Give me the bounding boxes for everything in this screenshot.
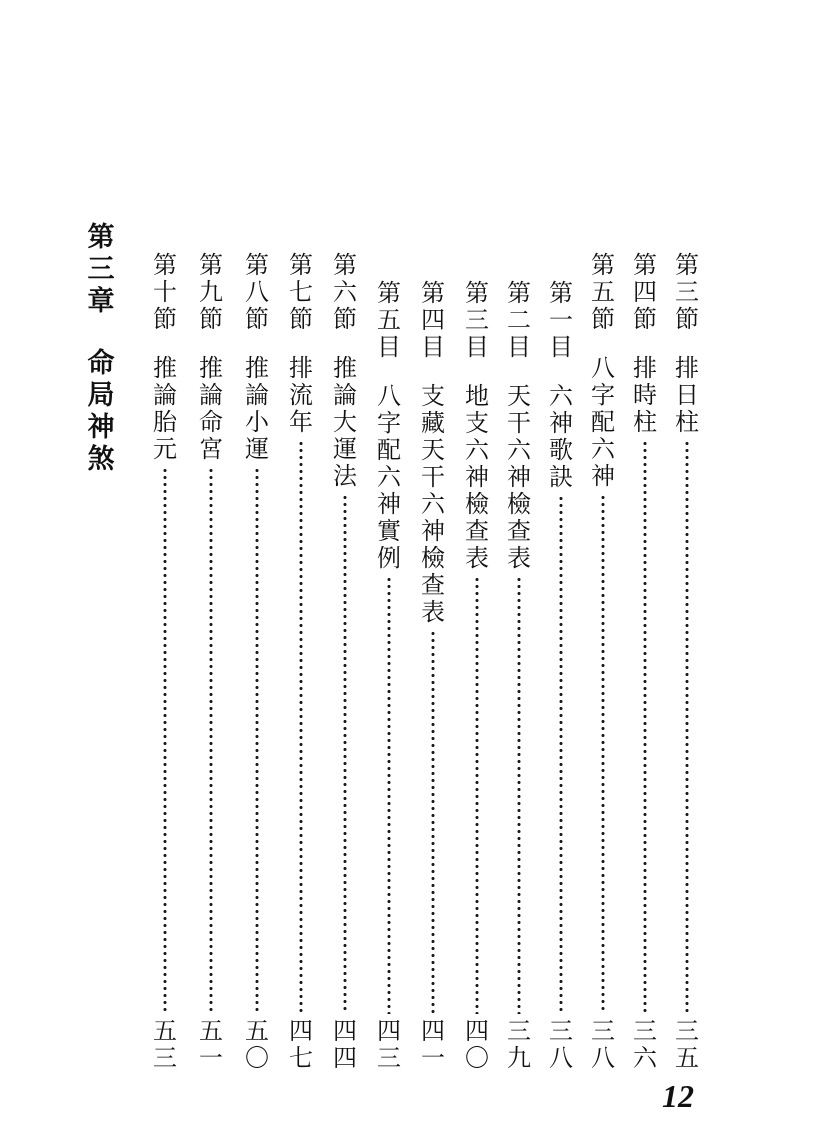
glyph: 命 — [87, 348, 115, 379]
glyph: 實 — [377, 517, 401, 545]
glyph: 目 — [421, 333, 445, 361]
glyph: 二 — [507, 306, 531, 334]
glyph: 歌 — [549, 436, 573, 464]
glyph: 目 — [377, 333, 401, 361]
glyph: 三 — [507, 1017, 531, 1045]
glyph: 流 — [289, 381, 313, 409]
glyph: 五 — [153, 1017, 177, 1045]
entry-title — [245, 355, 269, 463]
toc-entry — [414, 280, 452, 1072]
glyph: 表 — [465, 544, 489, 572]
glyph: 五 — [591, 278, 615, 306]
glyph: 五 — [377, 306, 401, 334]
glyph: 四 — [633, 278, 657, 306]
glyph: 配 — [377, 436, 401, 464]
glyph: 一 — [549, 306, 573, 334]
glyph: 五 — [199, 1017, 223, 1045]
glyph: 十 — [153, 278, 177, 306]
glyph: 神 — [507, 463, 531, 491]
glyph: 節 — [333, 305, 357, 333]
toc-entry — [500, 280, 538, 1072]
glyph: 支 — [465, 409, 489, 437]
entry-label — [633, 252, 657, 333]
entry-label — [549, 280, 573, 361]
glyph: 第 — [675, 251, 699, 279]
glyph: 局 — [87, 380, 115, 411]
glyph: 三 — [153, 1044, 177, 1072]
glyph: 四 — [333, 1017, 357, 1045]
toc-entry — [326, 252, 364, 1072]
glyph: 五 — [675, 1044, 699, 1072]
entry-title — [675, 355, 699, 436]
glyph: 柱 — [675, 408, 699, 436]
glyph: 日 — [675, 381, 699, 409]
toc-entry — [584, 252, 622, 1072]
glyph: 查 — [507, 517, 531, 545]
toc-entry — [238, 252, 276, 1072]
glyph: 六 — [421, 490, 445, 518]
entry-label — [465, 280, 489, 361]
glyph: 第 — [87, 222, 115, 253]
glyph: 章 — [87, 286, 115, 317]
glyph: 法 — [333, 462, 357, 490]
glyph: 六 — [333, 278, 357, 306]
dot-leader — [209, 467, 213, 1014]
glyph: 論 — [153, 381, 177, 409]
dot-leader — [643, 440, 647, 1014]
entry-title — [199, 355, 223, 463]
entry-label — [333, 252, 357, 333]
glyph: 第 — [465, 279, 489, 307]
glyph: 第 — [591, 251, 615, 279]
glyph: 八 — [377, 382, 401, 410]
glyph: 推 — [245, 354, 269, 382]
entry-label — [377, 280, 401, 361]
page-number: 12 — [662, 1078, 694, 1114]
glyph: 排 — [633, 354, 657, 382]
glyph: 節 — [591, 305, 615, 333]
glyph: 第 — [199, 251, 223, 279]
entry-label — [591, 252, 615, 333]
toc-entry — [542, 280, 580, 1072]
glyph: 目 — [465, 333, 489, 361]
dot-leader — [685, 440, 689, 1014]
glyph: 三 — [591, 1017, 615, 1045]
entry-page — [333, 1018, 357, 1072]
glyph: 檢 — [465, 490, 489, 518]
glyph: 第 — [289, 251, 313, 279]
dot-leader — [559, 495, 563, 1014]
glyph: 三 — [549, 1017, 573, 1045]
chapter-label — [88, 222, 115, 318]
glyph: 六 — [377, 463, 401, 491]
glyph: 第 — [549, 279, 573, 307]
glyph: 推 — [333, 354, 357, 382]
glyph: 小 — [245, 408, 269, 436]
glyph: 年 — [289, 408, 313, 436]
glyph: 煞 — [87, 444, 115, 475]
glyph: 四 — [421, 306, 445, 334]
entry-page — [633, 1018, 657, 1072]
dot-leader — [163, 467, 167, 1014]
dot-leader — [475, 576, 479, 1014]
glyph: 第 — [333, 251, 357, 279]
toc-entry — [282, 252, 320, 1072]
glyph: 〇 — [465, 1044, 489, 1072]
entry-label — [245, 252, 269, 333]
entry-page — [591, 1018, 615, 1072]
glyph: 胎 — [153, 408, 177, 436]
glyph: 宮 — [199, 435, 223, 463]
glyph: 五 — [245, 1017, 269, 1045]
glyph: 七 — [289, 278, 313, 306]
glyph: 八 — [591, 354, 615, 382]
glyph: 一 — [199, 1044, 223, 1072]
glyph: 神 — [87, 412, 115, 443]
glyph: 八 — [591, 1044, 615, 1072]
entry-title — [633, 355, 657, 436]
dot-leader — [299, 440, 303, 1014]
glyph: 節 — [289, 305, 313, 333]
glyph: 四 — [465, 1017, 489, 1045]
glyph: 字 — [377, 409, 401, 437]
glyph: 三 — [633, 1017, 657, 1045]
glyph: 第 — [421, 279, 445, 307]
entry-label — [675, 252, 699, 333]
glyph: 節 — [245, 305, 269, 333]
glyph: 論 — [245, 381, 269, 409]
glyph: 三 — [377, 1044, 401, 1072]
entry-title — [549, 383, 573, 491]
glyph: 查 — [465, 517, 489, 545]
dot-leader — [431, 630, 435, 1014]
glyph: 排 — [289, 354, 313, 382]
glyph: 九 — [199, 278, 223, 306]
entry-label — [507, 280, 531, 361]
glyph: 神 — [591, 462, 615, 490]
glyph: 神 — [377, 490, 401, 518]
glyph: 第 — [245, 251, 269, 279]
glyph: 運 — [245, 435, 269, 463]
glyph: 六 — [591, 435, 615, 463]
glyph: 目 — [549, 333, 573, 361]
glyph: 七 — [289, 1044, 313, 1072]
glyph: 元 — [153, 435, 177, 463]
glyph: 訣 — [549, 463, 573, 491]
glyph: 第 — [153, 251, 177, 279]
glyph: 四 — [421, 1017, 445, 1045]
dot-leader — [255, 467, 259, 1014]
glyph: 柱 — [633, 408, 657, 436]
glyph: 查 — [421, 571, 445, 599]
entry-page — [289, 1018, 313, 1072]
entry-page — [507, 1018, 531, 1072]
entry-title — [507, 383, 531, 572]
glyph: 例 — [377, 544, 401, 572]
glyph: 三 — [675, 1017, 699, 1045]
glyph: 節 — [153, 305, 177, 333]
glyph: 九 — [507, 1044, 531, 1072]
glyph: 六 — [633, 1044, 657, 1072]
entry-title — [377, 383, 401, 572]
glyph: 推 — [199, 354, 223, 382]
entry-label — [421, 280, 445, 361]
glyph: 大 — [333, 408, 357, 436]
glyph: 命 — [199, 408, 223, 436]
glyph: 論 — [333, 381, 357, 409]
glyph: 六 — [549, 382, 573, 410]
glyph: 六 — [465, 436, 489, 464]
glyph: 一 — [421, 1044, 445, 1072]
entry-label — [153, 252, 177, 333]
glyph: 檢 — [507, 490, 531, 518]
glyph: 節 — [199, 305, 223, 333]
glyph: 八 — [245, 278, 269, 306]
glyph: 干 — [507, 409, 531, 437]
glyph: 干 — [421, 463, 445, 491]
glyph: 推 — [153, 354, 177, 382]
glyph: 第 — [507, 279, 531, 307]
chapter-heading — [78, 222, 124, 482]
glyph: 排 — [675, 354, 699, 382]
glyph: 神 — [549, 409, 573, 437]
glyph: 四 — [289, 1017, 313, 1045]
glyph: 表 — [421, 598, 445, 626]
glyph: 天 — [421, 436, 445, 464]
glyph: 六 — [507, 436, 531, 464]
glyph: 配 — [591, 408, 615, 436]
toc-entry — [370, 280, 408, 1072]
glyph: 神 — [465, 463, 489, 491]
glyph: 地 — [465, 382, 489, 410]
toc-entry — [626, 252, 664, 1072]
glyph: 三 — [465, 306, 489, 334]
glyph: 時 — [633, 381, 657, 409]
glyph: 八 — [549, 1044, 573, 1072]
entry-label — [199, 252, 223, 333]
glyph: 三 — [87, 254, 115, 285]
entry-title — [591, 355, 615, 490]
glyph: 運 — [333, 435, 357, 463]
entry-label — [289, 252, 313, 333]
glyph: 神 — [421, 517, 445, 545]
dot-leader — [387, 576, 391, 1014]
entry-page — [549, 1018, 573, 1072]
dot-leader — [343, 494, 347, 1014]
entry-title — [421, 383, 445, 626]
entry-page — [245, 1018, 269, 1072]
glyph: 天 — [507, 382, 531, 410]
glyph: 論 — [199, 381, 223, 409]
entry-title — [465, 383, 489, 572]
entry-title — [289, 355, 313, 436]
glyph: 表 — [507, 544, 531, 572]
glyph: 第 — [633, 251, 657, 279]
entry-page — [421, 1018, 445, 1072]
glyph: 節 — [675, 305, 699, 333]
glyph: 藏 — [421, 409, 445, 437]
glyph: 目 — [507, 333, 531, 361]
glyph: 支 — [421, 382, 445, 410]
glyph: 三 — [675, 278, 699, 306]
entry-title — [333, 355, 357, 490]
chapter-title — [88, 348, 115, 476]
glyph: 檢 — [421, 544, 445, 572]
dot-leader — [517, 576, 521, 1014]
entry-page — [465, 1018, 489, 1072]
toc-entry — [668, 252, 706, 1072]
toc-entry — [458, 280, 496, 1072]
entry-page — [153, 1018, 177, 1072]
entry-page — [675, 1018, 699, 1072]
toc-entry — [192, 252, 230, 1072]
entry-page — [377, 1018, 401, 1072]
glyph: 節 — [633, 305, 657, 333]
glyph: 四 — [377, 1017, 401, 1045]
dot-leader — [601, 494, 605, 1014]
entry-title — [153, 355, 177, 463]
glyph: 〇 — [245, 1044, 269, 1072]
entry-page — [199, 1018, 223, 1072]
glyph: 第 — [377, 279, 401, 307]
toc-entry — [146, 252, 184, 1072]
glyph: 字 — [591, 381, 615, 409]
glyph: 四 — [333, 1044, 357, 1072]
